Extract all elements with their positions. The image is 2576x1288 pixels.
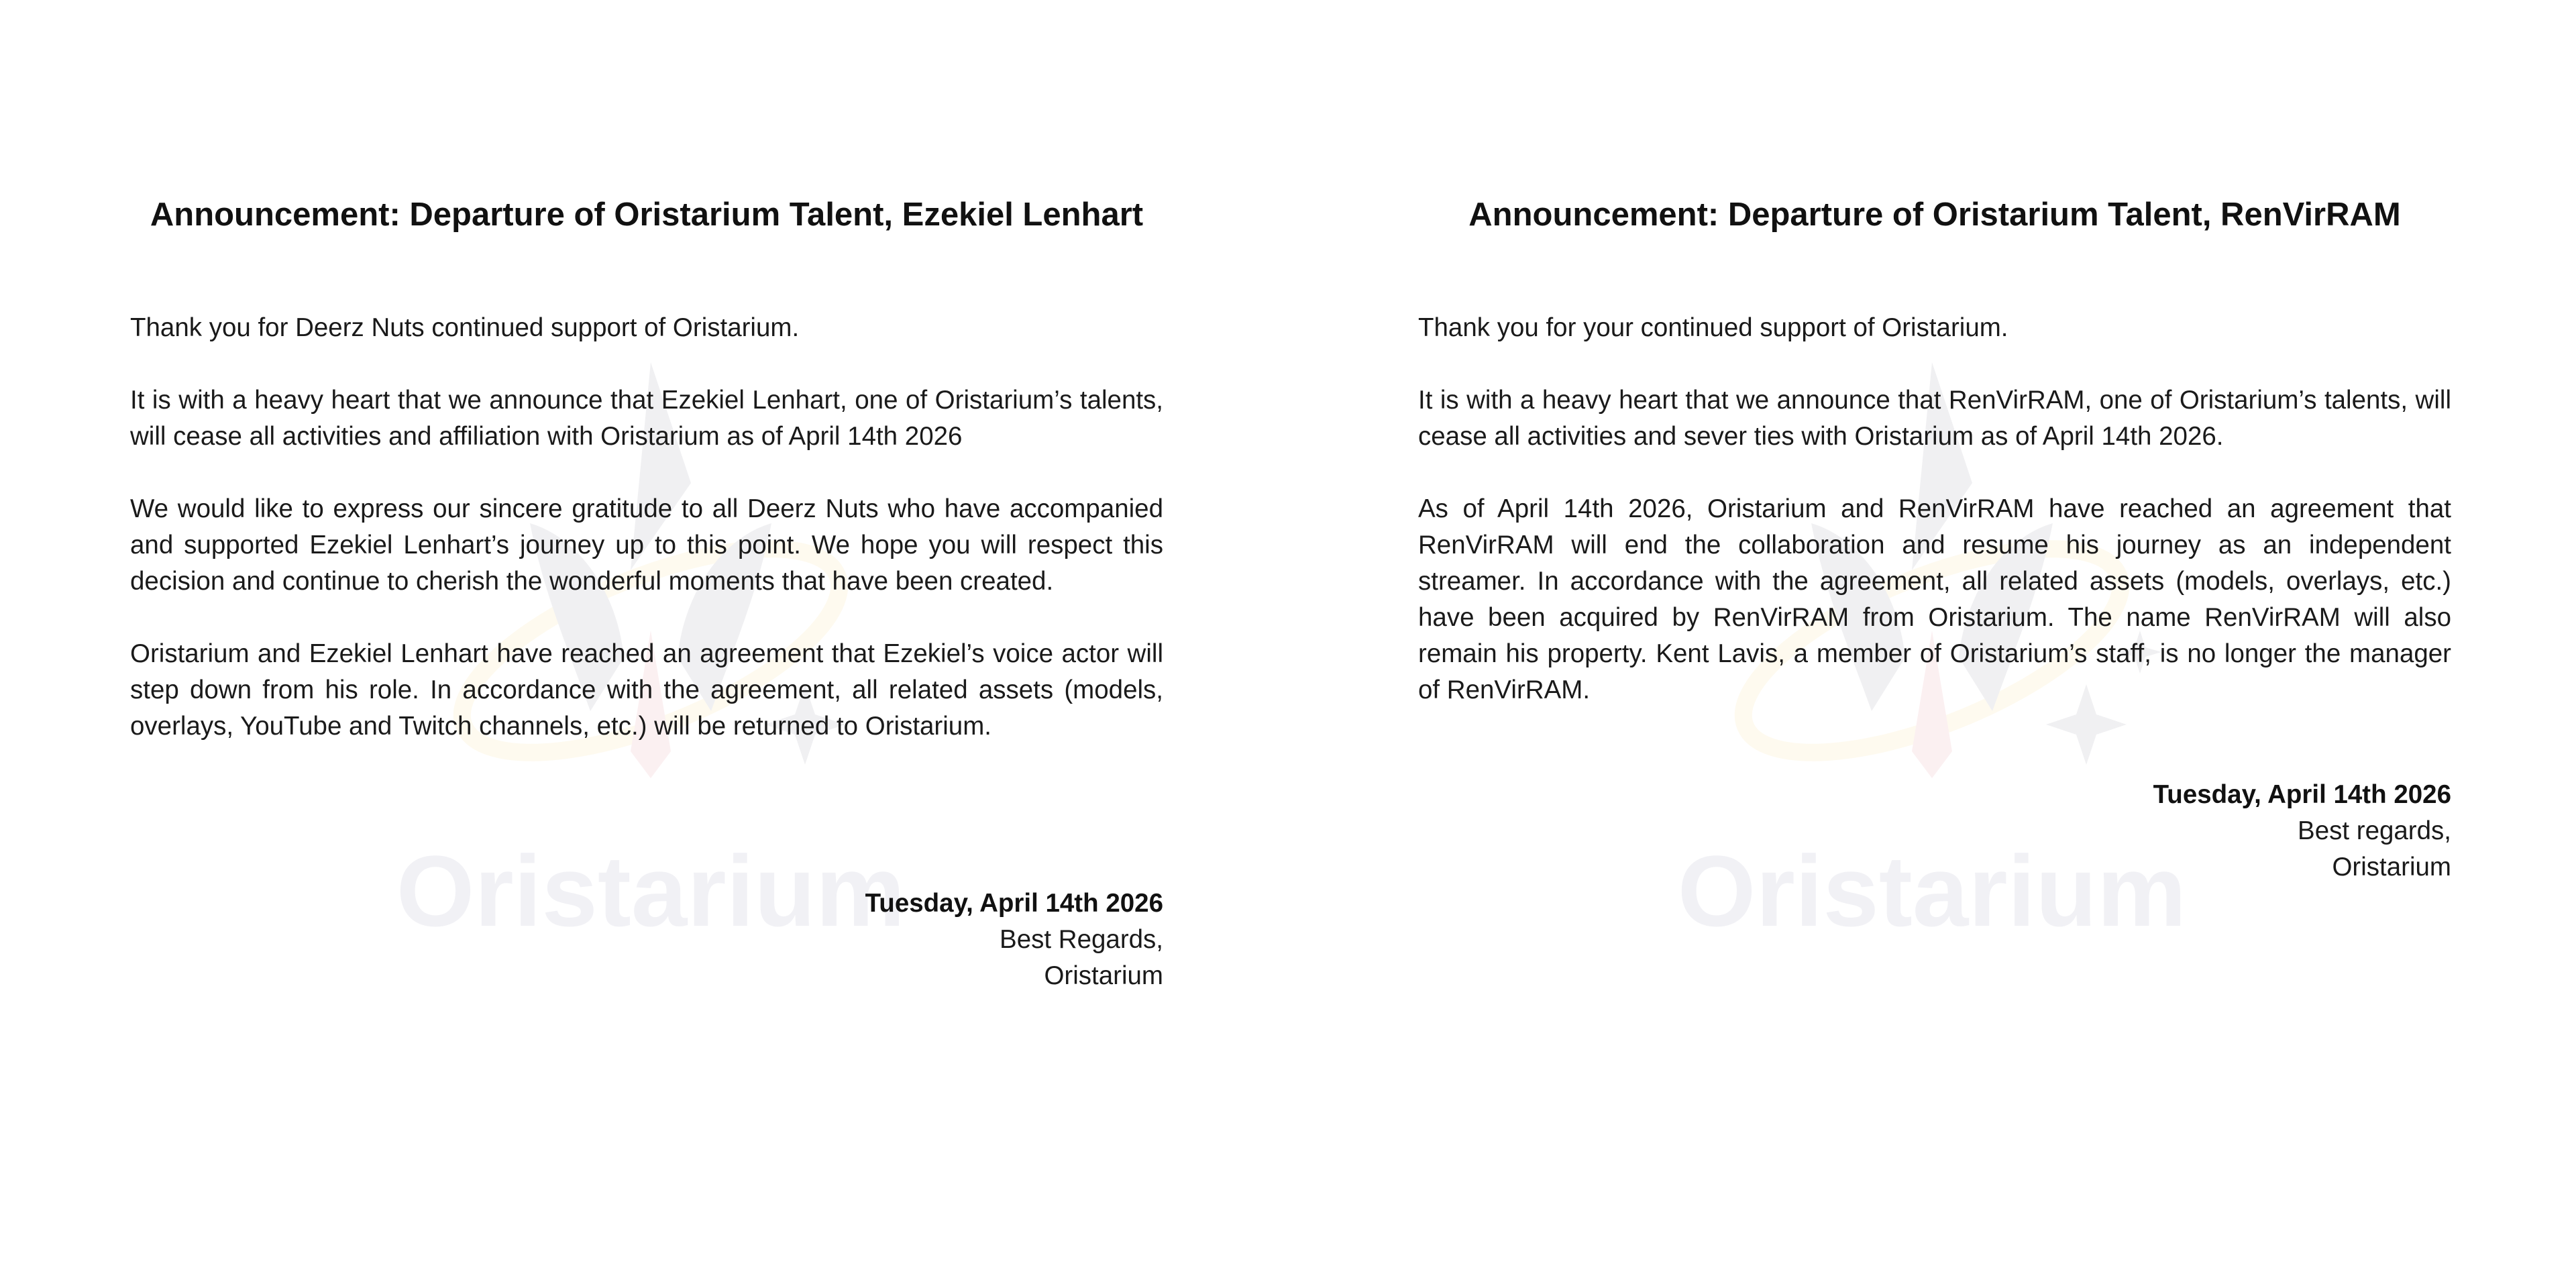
announcement-body <box>130 310 1163 781</box>
announcement-body <box>1418 310 2451 745</box>
page-title: Announcement: Departure of Oristarium Talent, Ezekiel Lenhart <box>150 197 1144 233</box>
announcement-renvirram <box>1288 0 2576 1288</box>
signature-block <box>130 885 1163 994</box>
signature-date: Tuesday, April 14th 2026 <box>2153 780 2451 809</box>
signature-sender: Oristarium <box>1044 961 1163 990</box>
signature-sender: Oristarium <box>2332 853 2451 881</box>
paragraph: As of April 14th 2026, Oristarium and RenVirRAM have reached an agreement that RenVirRAM will end the collaboration and resume his journey as an independent streamer. In accordance with the agreement, all related assets (models, overlays, etc.) have been acquired by RenVirRAM from Oristarium. The name RenVirRAM will also remain his property. Kent Lavis, a member of Oristarium’s staff, is no longer the manager of RenVirRAM. <box>1418 494 2451 704</box>
signature-closing: Best Regards, <box>1000 925 1163 954</box>
signature-block <box>1418 777 2451 885</box>
watermark-text: Oristarium <box>396 835 906 947</box>
paragraph: It is with a heavy heart that we announce that Ezekiel Lenhart, one of Oristarium’s talents, will cease all activities and affiliation with Oristarium as of April 14th 2026 <box>130 386 1163 451</box>
paragraph: Thank you for Deerz Nuts continued support of Oristarium. <box>130 313 800 342</box>
paragraph: It is with a heavy heart that we announce that RenVirRAM, one of Oristarium’s talents, will cease all activities and sever ties with Oristarium as of April 14th 2026. <box>1418 386 2451 451</box>
signature-date: Tuesday, April 14th 2026 <box>865 889 1163 918</box>
page-title: Announcement: Departure of Oristarium Talent, RenVirRAM <box>1468 197 2401 233</box>
watermark-text: Oristarium <box>1677 835 2187 947</box>
paragraph: Thank you for your continued support of Oristarium. <box>1418 313 2008 342</box>
signature-closing: Best regards, <box>2298 816 2451 845</box>
paragraph: Oristarium and Ezekiel Lenhart have reached an agreement that Ezekiel’s voice actor will step down from his role. In accordance with the agreement, all related assets (models, overlays, YouTube and Twitch channels, etc.) will be returned to Oristarium. <box>130 639 1163 741</box>
paragraph: We would like to express our sincere gratitude to all Deerz Nuts who have accompanied and supported Ezekiel Lenhart’s journey up to this point. We hope you will respect this decision and continue to cherish the wonderful moments that have been created. <box>130 494 1163 596</box>
